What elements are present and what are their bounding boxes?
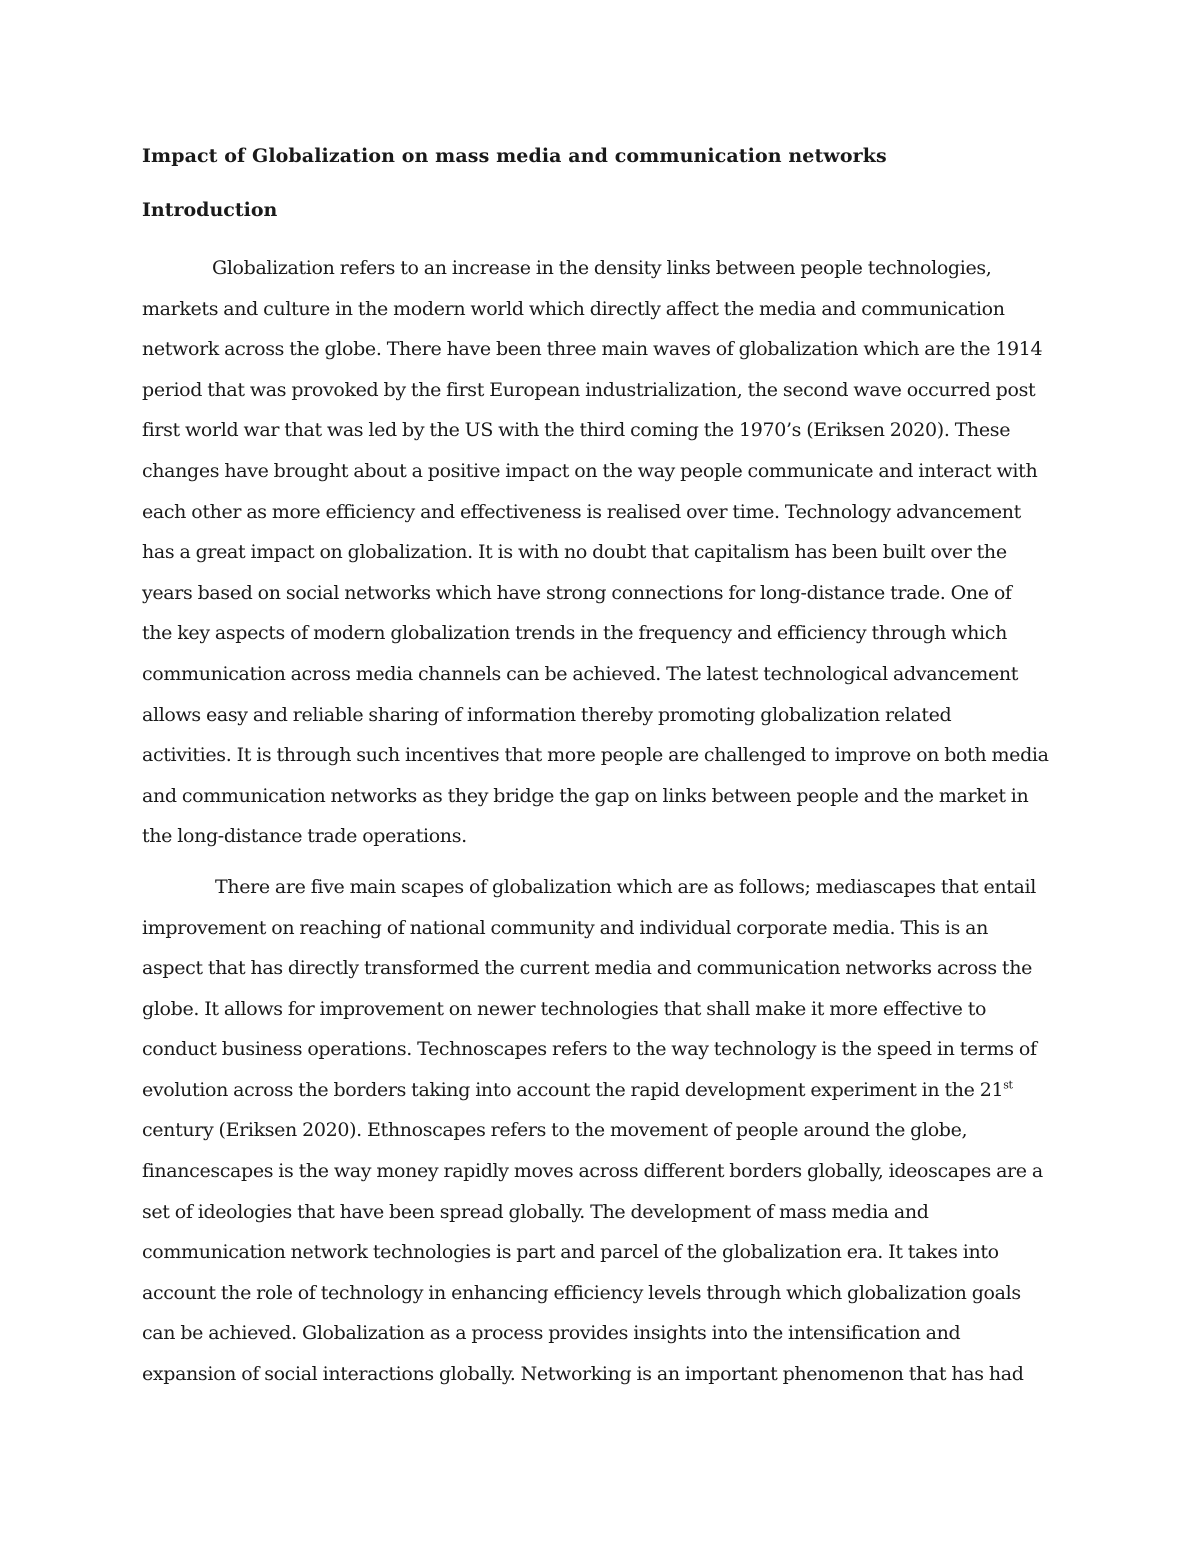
text-line: conduct business operations. Technoscapes refers to the way technology is the speed in terms of [142,1038,1037,1061]
text-line: communication across media channels can be achieved. The latest technological advancement [142,662,1019,685]
text-line: can be achieved. Globalization as a process provides insights into the intensification and [142,1322,961,1345]
text-line: improvement on reaching of national community and individual corporate media. This is an [142,916,989,939]
text-line: financescapes is the way money rapidly moves across different borders globally, ideoscapes are a [142,1160,1043,1183]
text-line: each other as more efficiency and effectiveness is realised over time. Technology advancement [142,500,1021,523]
text-line: account the role of technology in enhancing efficiency levels through which globalization goals [142,1281,1021,1304]
text-line: first world war that was led by the US with the third coming the 1970’s (Eriksen 2020). These [142,419,1011,442]
text-line: and communication networks as they bridge the gap on links between people and the market in [142,784,1029,807]
text-line: set of ideologies that have been spread globally. The development of mass media and [142,1200,929,1223]
document-title: Impact of Globalization on mass media and communication networks [142,145,887,167]
text-line: evolution across the borders taking into account the rapid development experiment in the 21 [142,1078,1004,1101]
text-line: the long-distance trade operations. [142,825,467,848]
text-line: markets and culture in the modern world which directly affect the media and communication [142,297,1005,320]
text-line-with-superscript [142,1070,1062,1111]
text-line: the key aspects of modern globalization trends in the frequency and efficiency through which [142,622,1007,645]
text-line: network across the globe. There have been three main waves of globalization which are the 1914 [142,338,1043,361]
document-body [142,142,1062,1405]
text-line: aspect that has directly transformed the current media and communication networks across the [142,957,1032,980]
text-line: century (Eriksen 2020). Ethnoscapes refers to the movement of people around the globe, [142,1119,968,1142]
text-line: Globalization refers to an increase in the density links between people technologies, [212,257,992,279]
text-line: allows easy and reliable sharing of information thereby promoting globalization related [142,703,952,726]
text-line: globe. It allows for improvement on newer technologies that shall make it more effective to [142,997,987,1020]
text-line: communication network technologies is part and parcel of the globalization era. It takes into [142,1241,999,1264]
superscript-ordinal: st [1003,1078,1013,1092]
text-line: changes have brought about a positive impact on the way people communicate and interact with [142,459,1038,482]
text-line: has a great impact on globalization. It is with no doubt that capitalism has been built over the [142,541,1007,564]
paragraph-2 [142,867,1062,1395]
section-heading-introduction: Introduction [142,199,278,221]
text-line: There are five main scapes of globalization which are as follows; mediascapes that entail [215,875,1036,898]
text-line: expansion of social interactions globally. Networking is an important phenomenon that has had [142,1363,1024,1386]
paragraph-1 [142,248,1062,857]
text-line: period that was provoked by the first European industrialization, the second wave occurred post [142,378,1036,401]
text-line: activities. It is through such incentives that more people are challenged to improve on both media [142,744,1049,767]
text-line: years based on social networks which have strong connections for long-distance trade. One of [142,581,1012,604]
